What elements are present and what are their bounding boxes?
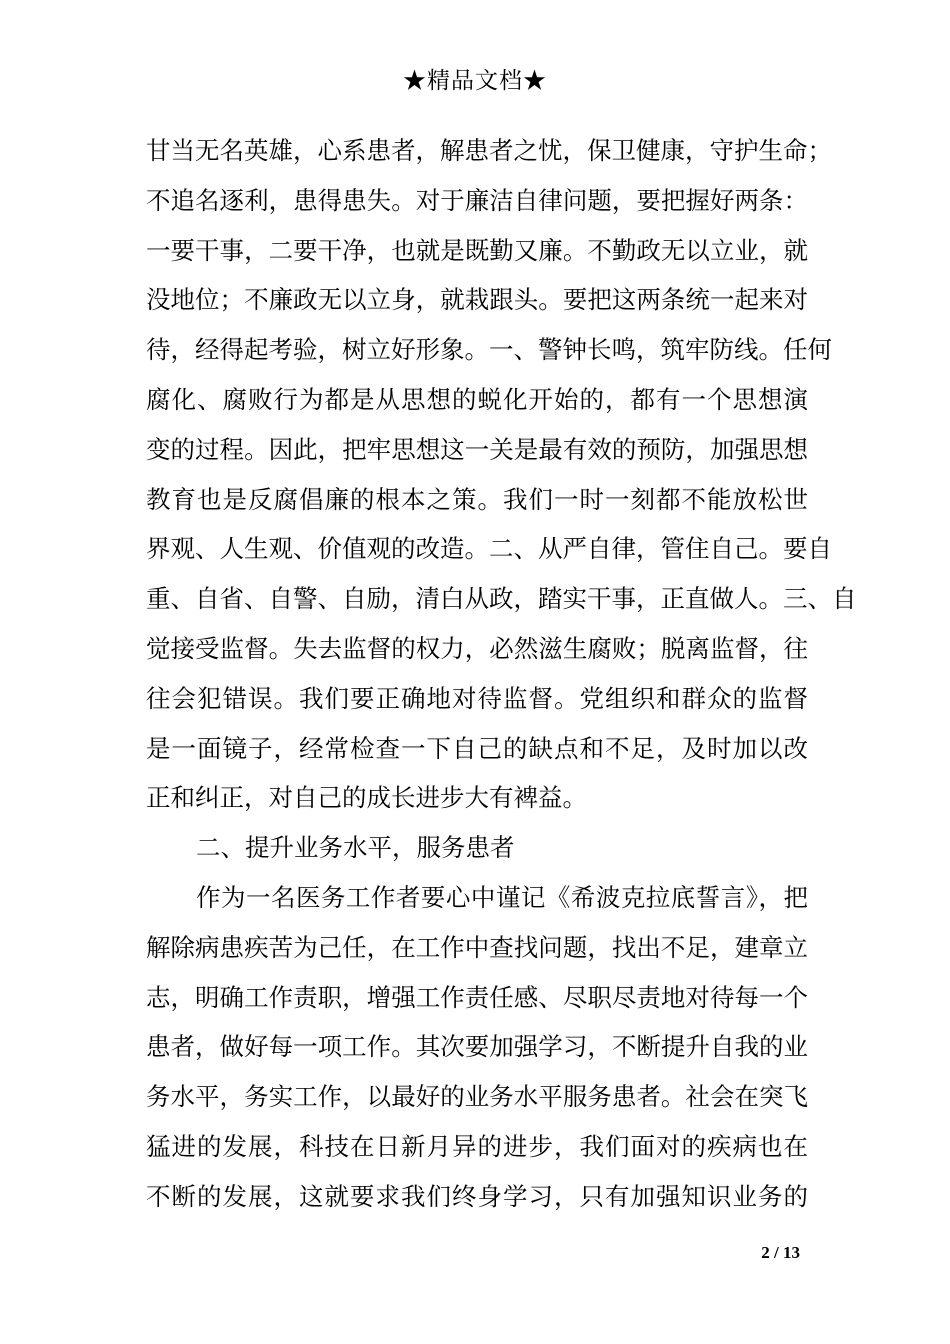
- body-line: 界观、人生观、价值观的改造。二、从严自律，管住自己。要自: [146, 534, 832, 564]
- document-header-title: ★精品文档★: [403, 68, 547, 94]
- body-line: 教育也是反腐倡廉的根本之策。我们一时一刻都不能放松世: [146, 484, 808, 514]
- section-heading: 二、提升业务水平，服务患者: [196, 833, 515, 863]
- body-line: 患者，做好每一项工作。其次要加强学习，不断提升自我的业: [146, 1032, 808, 1062]
- body-line: 重、自省、自警、自励，清白从政，踏实干事，正直做人。三、自: [146, 584, 857, 614]
- body-line: 作为一名医务工作者要心中谨记《希波克拉底誓言》，把: [196, 882, 808, 912]
- page-number: 2 / 13: [761, 1243, 800, 1262]
- body-line: 甘当无名英雄，心系患者，解患者之忧，保卫健康，守护生命；: [146, 136, 832, 165]
- document-body: [146, 126, 857, 1222]
- body-line: 往会犯错误。我们要正确地对待监督。党组织和群众的监督: [146, 683, 808, 713]
- body-line: 不追名逐利，患得患失。对于廉洁自律问题，要把握好两条：: [146, 185, 808, 215]
- body-line: 是一面镜子，经常检查一下自己的缺点和不足，及时加以改: [146, 733, 808, 763]
- body-line: 不断的发展，这就要求我们终身学习，只有加强知识业务的: [146, 1181, 808, 1211]
- body-line: 志，明确工作责职，增强工作责任感、尽职尽责地对待每一个: [146, 982, 808, 1012]
- body-line: 腐化、腐败行为都是从思想的蜕化开始的，都有一个思想演: [146, 384, 808, 414]
- body-line: 待，经得起考验，树立好形象。一、警钟长鸣，筑牢防线。任何: [146, 335, 832, 365]
- body-line: 没地位；不廉政无以立身，就栽跟头。要把这两条统一起来对: [146, 285, 808, 315]
- body-line: 正和纠正，对自己的成长进步大有裨益。: [146, 783, 587, 813]
- body-line: 觉接受监督。失去监督的权力，必然滋生腐败；脱离监督，往: [146, 633, 808, 663]
- body-line: 变的过程。因此，把牢思想这一关是最有效的预防，加强思想: [146, 434, 808, 464]
- body-line: 解除病患疾苦为己任，在工作中查找问题，找出不足，建章立: [146, 932, 808, 962]
- body-line: 一要干事，二要干净，也就是既勤又廉。不勤政无以立业，就: [146, 235, 808, 265]
- body-line: 猛进的发展，科技在日新月异的进步，我们面对的疾病也在: [146, 1131, 808, 1161]
- body-line: 务水平，务实工作，以最好的业务水平服务患者。社会在突飞: [146, 1082, 808, 1112]
